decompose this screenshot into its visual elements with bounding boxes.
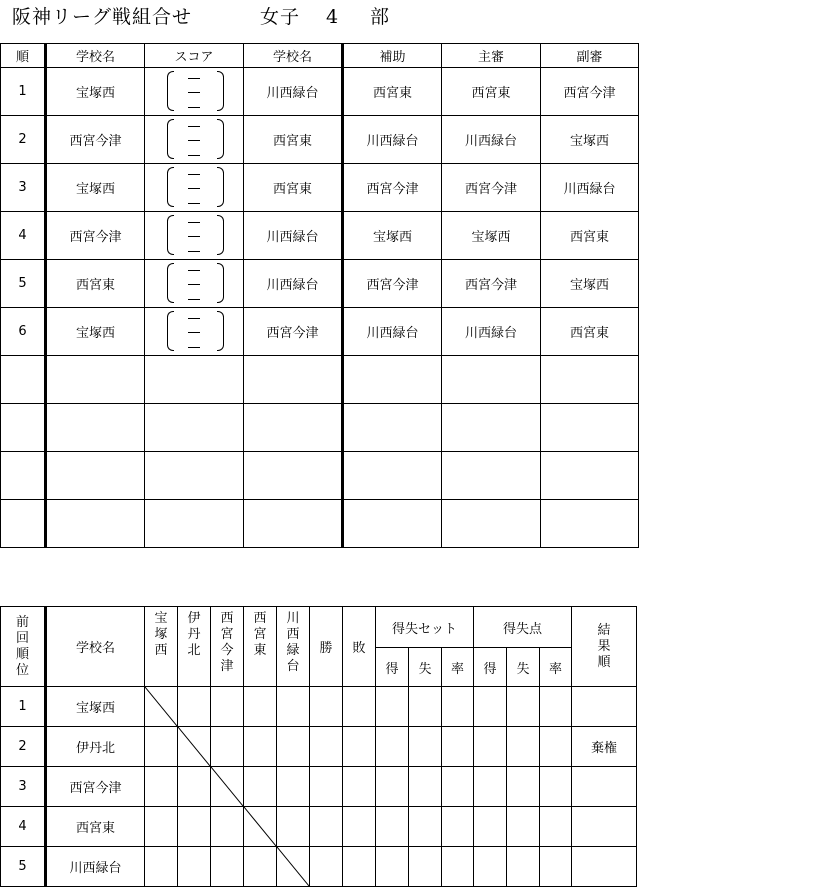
points-gain xyxy=(474,767,507,807)
sub-referee xyxy=(541,356,639,404)
sets-loss xyxy=(409,847,442,887)
header-points-gain: 得 xyxy=(474,648,507,687)
header-points-loss: 失 xyxy=(507,648,540,687)
score-set-2 xyxy=(188,236,200,237)
chief-referee xyxy=(442,500,541,548)
score-cell xyxy=(145,404,244,452)
vs-cell xyxy=(211,807,244,847)
header-opponent-2: 伊 丹 北 xyxy=(178,607,211,687)
standings-header-row-1 xyxy=(1,607,637,648)
points-loss xyxy=(507,847,540,887)
score-set-3 xyxy=(188,107,200,108)
points-gain xyxy=(474,847,507,887)
losses xyxy=(343,687,376,727)
standings-table xyxy=(0,606,637,887)
points-loss xyxy=(507,727,540,767)
score-bracket xyxy=(145,212,243,259)
schedule-row xyxy=(1,260,639,308)
sets-gain xyxy=(376,847,409,887)
wins xyxy=(310,767,343,807)
chief-referee xyxy=(442,452,541,500)
vs-cell xyxy=(145,727,178,767)
vs-cell xyxy=(244,687,277,727)
score-bracket xyxy=(145,308,243,355)
vs-cell xyxy=(277,807,310,847)
score-set-2 xyxy=(188,140,200,141)
left-bracket xyxy=(167,263,174,303)
points-rate xyxy=(540,847,572,887)
points-gain xyxy=(474,807,507,847)
vs-cell xyxy=(277,767,310,807)
previous-rank: 3 xyxy=(1,767,46,807)
vs-cell-self xyxy=(178,727,211,767)
team-a: 西宮今津 xyxy=(46,212,145,260)
vs-cell xyxy=(178,847,211,887)
left-bracket xyxy=(167,167,174,207)
assist-team: 川西緑台 xyxy=(343,308,442,356)
schedule-row xyxy=(1,212,639,260)
header-opponent-4: 西 宮 東 xyxy=(244,607,277,687)
vs-cell xyxy=(178,807,211,847)
score-set-1 xyxy=(188,222,200,223)
previous-rank: 5 xyxy=(1,847,46,887)
diagonal-line xyxy=(211,767,243,806)
schedule-row xyxy=(1,308,639,356)
match-number xyxy=(1,356,46,404)
score-set-1 xyxy=(188,174,200,175)
school-name: 伊丹北 xyxy=(46,727,145,767)
losses xyxy=(343,727,376,767)
assist-team: 川西緑台 xyxy=(343,116,442,164)
assist-team: 西宮今津 xyxy=(343,260,442,308)
sets-loss xyxy=(409,687,442,727)
assist-team xyxy=(343,500,442,548)
header-opponent-1: 宝 塚 西 xyxy=(145,607,178,687)
vs-cell-self xyxy=(145,687,178,727)
page-title xyxy=(12,2,390,29)
school-name: 宝塚西 xyxy=(46,687,145,727)
result-rank: 棄権 xyxy=(572,727,637,767)
score-cell xyxy=(145,308,244,356)
diagonal-line xyxy=(145,687,177,726)
vs-cell xyxy=(145,847,178,887)
schedule-row xyxy=(1,164,639,212)
score-set-1 xyxy=(188,318,200,319)
score-set-3 xyxy=(188,251,200,252)
right-bracket xyxy=(217,71,224,111)
score-set-3 xyxy=(188,347,200,348)
vs-cell xyxy=(277,687,310,727)
sub-referee xyxy=(541,404,639,452)
team-a xyxy=(46,356,145,404)
team-b: 西宮東 xyxy=(244,116,343,164)
result-rank xyxy=(572,807,637,847)
header-school: 学校名 xyxy=(46,607,145,687)
sets-gain xyxy=(376,687,409,727)
vs-cell-self xyxy=(211,767,244,807)
team-a: 西宮東 xyxy=(46,260,145,308)
left-bracket xyxy=(167,71,174,111)
vs-cell xyxy=(211,727,244,767)
chief-referee: 宝塚西 xyxy=(442,212,541,260)
header-result-rank: 結 果 順 xyxy=(572,607,637,687)
sets-gain xyxy=(376,727,409,767)
vs-cell-self xyxy=(244,807,277,847)
header-assist: 補助 xyxy=(343,44,442,68)
match-number xyxy=(1,500,46,548)
sub-referee: 西宮東 xyxy=(541,308,639,356)
previous-rank: 2 xyxy=(1,727,46,767)
title-division: 女子 xyxy=(260,6,301,28)
vs-cell xyxy=(178,767,211,807)
standings-row xyxy=(1,727,637,767)
team-a xyxy=(46,500,145,548)
vs-cell xyxy=(145,807,178,847)
chief-referee: 西宮今津 xyxy=(442,260,541,308)
assist-team: 西宮今津 xyxy=(343,164,442,212)
sets-loss xyxy=(409,727,442,767)
sets-loss xyxy=(409,807,442,847)
match-number: 1 xyxy=(1,68,46,116)
score-set-1 xyxy=(188,126,200,127)
header-sets-loss: 失 xyxy=(409,648,442,687)
school-name: 川西緑台 xyxy=(46,847,145,887)
assist-team xyxy=(343,404,442,452)
header-points-rate: 率 xyxy=(540,648,572,687)
assist-team xyxy=(343,356,442,404)
previous-rank: 4 xyxy=(1,807,46,847)
schedule-row xyxy=(1,68,639,116)
score-cell xyxy=(145,68,244,116)
chief-referee: 川西緑台 xyxy=(442,116,541,164)
losses xyxy=(343,847,376,887)
header-score: スコア xyxy=(145,44,244,68)
sets-rate xyxy=(442,727,474,767)
sub-referee: 西宮今津 xyxy=(541,68,639,116)
match-number: 2 xyxy=(1,116,46,164)
header-sets-rate: 率 xyxy=(442,648,474,687)
sub-referee: 宝塚西 xyxy=(541,260,639,308)
header-opponent-3: 西 宮 今 津 xyxy=(211,607,244,687)
chief-referee: 西宮東 xyxy=(442,68,541,116)
points-gain xyxy=(474,687,507,727)
match-number: 6 xyxy=(1,308,46,356)
right-bracket xyxy=(217,167,224,207)
vs-cell xyxy=(211,847,244,887)
score-set-1 xyxy=(188,270,200,271)
vs-cell xyxy=(244,727,277,767)
team-b xyxy=(244,404,343,452)
header-chief-referee: 主審 xyxy=(442,44,541,68)
header-opponent-5: 川 西 緑 台 xyxy=(277,607,310,687)
left-bracket xyxy=(167,119,174,159)
sets-gain xyxy=(376,807,409,847)
schedule-row xyxy=(1,404,639,452)
wins xyxy=(310,687,343,727)
assist-team xyxy=(343,452,442,500)
vs-cell xyxy=(277,727,310,767)
sets-rate xyxy=(442,687,474,727)
vs-cell xyxy=(244,767,277,807)
vs-cell xyxy=(178,687,211,727)
right-bracket xyxy=(217,263,224,303)
vs-cell xyxy=(145,767,178,807)
team-b xyxy=(244,356,343,404)
header-wins: 勝 xyxy=(310,607,343,687)
team-b: 川西緑台 xyxy=(244,68,343,116)
right-bracket xyxy=(217,119,224,159)
team-b: 川西緑台 xyxy=(244,212,343,260)
wins xyxy=(310,727,343,767)
schedule-row xyxy=(1,452,639,500)
match-number: 5 xyxy=(1,260,46,308)
team-b: 西宮今津 xyxy=(244,308,343,356)
team-b: 川西緑台 xyxy=(244,260,343,308)
result-rank xyxy=(572,847,637,887)
team-a: 宝塚西 xyxy=(46,164,145,212)
assist-team: 西宮東 xyxy=(343,68,442,116)
standings-row xyxy=(1,847,637,887)
right-bracket xyxy=(217,311,224,351)
team-a xyxy=(46,404,145,452)
schedule-row xyxy=(1,356,639,404)
header-set-diff: 得失セット xyxy=(376,607,474,648)
points-gain xyxy=(474,727,507,767)
school-name: 西宮東 xyxy=(46,807,145,847)
title-suffix: 部 xyxy=(370,6,391,28)
schedule-header-row xyxy=(1,44,639,68)
chief-referee: 川西緑台 xyxy=(442,308,541,356)
losses xyxy=(343,767,376,807)
schedule-table xyxy=(0,43,639,548)
schedule-row xyxy=(1,116,639,164)
sub-referee xyxy=(541,452,639,500)
diagonal-line xyxy=(178,727,210,766)
score-cell xyxy=(145,116,244,164)
left-bracket xyxy=(167,311,174,351)
score-bracket xyxy=(145,260,243,307)
score-set-2 xyxy=(188,188,200,189)
points-rate xyxy=(540,727,572,767)
points-rate xyxy=(540,687,572,727)
vs-cell xyxy=(211,687,244,727)
points-loss xyxy=(507,767,540,807)
header-sets-gain: 得 xyxy=(376,648,409,687)
score-bracket xyxy=(145,68,243,115)
losses xyxy=(343,807,376,847)
team-a: 宝塚西 xyxy=(46,308,145,356)
standings-row xyxy=(1,767,637,807)
header-school-b: 学校名 xyxy=(244,44,343,68)
result-rank xyxy=(572,767,637,807)
score-cell xyxy=(145,260,244,308)
header-point-diff: 得失点 xyxy=(474,607,572,648)
header-sub-referee: 副審 xyxy=(541,44,639,68)
match-number xyxy=(1,404,46,452)
score-set-3 xyxy=(188,299,200,300)
chief-referee xyxy=(442,356,541,404)
score-set-3 xyxy=(188,203,200,204)
schedule-row xyxy=(1,500,639,548)
points-rate xyxy=(540,807,572,847)
wins xyxy=(310,807,343,847)
standings-row xyxy=(1,807,637,847)
score-cell xyxy=(145,500,244,548)
team-a xyxy=(46,452,145,500)
team-b xyxy=(244,500,343,548)
score-cell xyxy=(145,452,244,500)
sets-rate xyxy=(442,767,474,807)
header-previous-rank: 前 回 順 位 xyxy=(1,607,46,687)
sets-rate xyxy=(442,847,474,887)
wins xyxy=(310,847,343,887)
standings-row xyxy=(1,687,637,727)
team-a: 宝塚西 xyxy=(46,68,145,116)
score-bracket xyxy=(145,116,243,163)
diagonal-line xyxy=(277,847,309,886)
diagonal-line xyxy=(244,807,276,846)
score-bracket xyxy=(145,164,243,211)
match-number xyxy=(1,452,46,500)
score-cell xyxy=(145,356,244,404)
left-bracket xyxy=(167,215,174,255)
score-set-1 xyxy=(188,78,200,79)
header-school-a: 学校名 xyxy=(46,44,145,68)
team-b: 西宮東 xyxy=(244,164,343,212)
score-set-2 xyxy=(188,332,200,333)
sub-referee: 川西緑台 xyxy=(541,164,639,212)
score-set-2 xyxy=(188,284,200,285)
sub-referee xyxy=(541,500,639,548)
school-name: 西宮今津 xyxy=(46,767,145,807)
points-loss xyxy=(507,687,540,727)
header-losses: 敗 xyxy=(343,607,376,687)
title-number: 4 xyxy=(326,6,340,28)
team-a: 西宮今津 xyxy=(46,116,145,164)
vs-cell xyxy=(244,847,277,887)
sets-rate xyxy=(442,807,474,847)
sub-referee: 宝塚西 xyxy=(541,116,639,164)
score-set-2 xyxy=(188,92,200,93)
points-loss xyxy=(507,807,540,847)
match-number: 3 xyxy=(1,164,46,212)
previous-rank: 1 xyxy=(1,687,46,727)
sets-loss xyxy=(409,767,442,807)
sets-gain xyxy=(376,767,409,807)
assist-team: 宝塚西 xyxy=(343,212,442,260)
title-main: 阪神リーグ戦組合せ xyxy=(12,6,193,28)
result-rank xyxy=(572,687,637,727)
sub-referee: 西宮東 xyxy=(541,212,639,260)
score-cell xyxy=(145,212,244,260)
header-order: 順 xyxy=(1,44,46,68)
vs-cell-self xyxy=(277,847,310,887)
chief-referee xyxy=(442,404,541,452)
chief-referee: 西宮今津 xyxy=(442,164,541,212)
right-bracket xyxy=(217,215,224,255)
team-b xyxy=(244,452,343,500)
points-rate xyxy=(540,767,572,807)
score-cell xyxy=(145,164,244,212)
score-set-3 xyxy=(188,155,200,156)
match-number: 4 xyxy=(1,212,46,260)
